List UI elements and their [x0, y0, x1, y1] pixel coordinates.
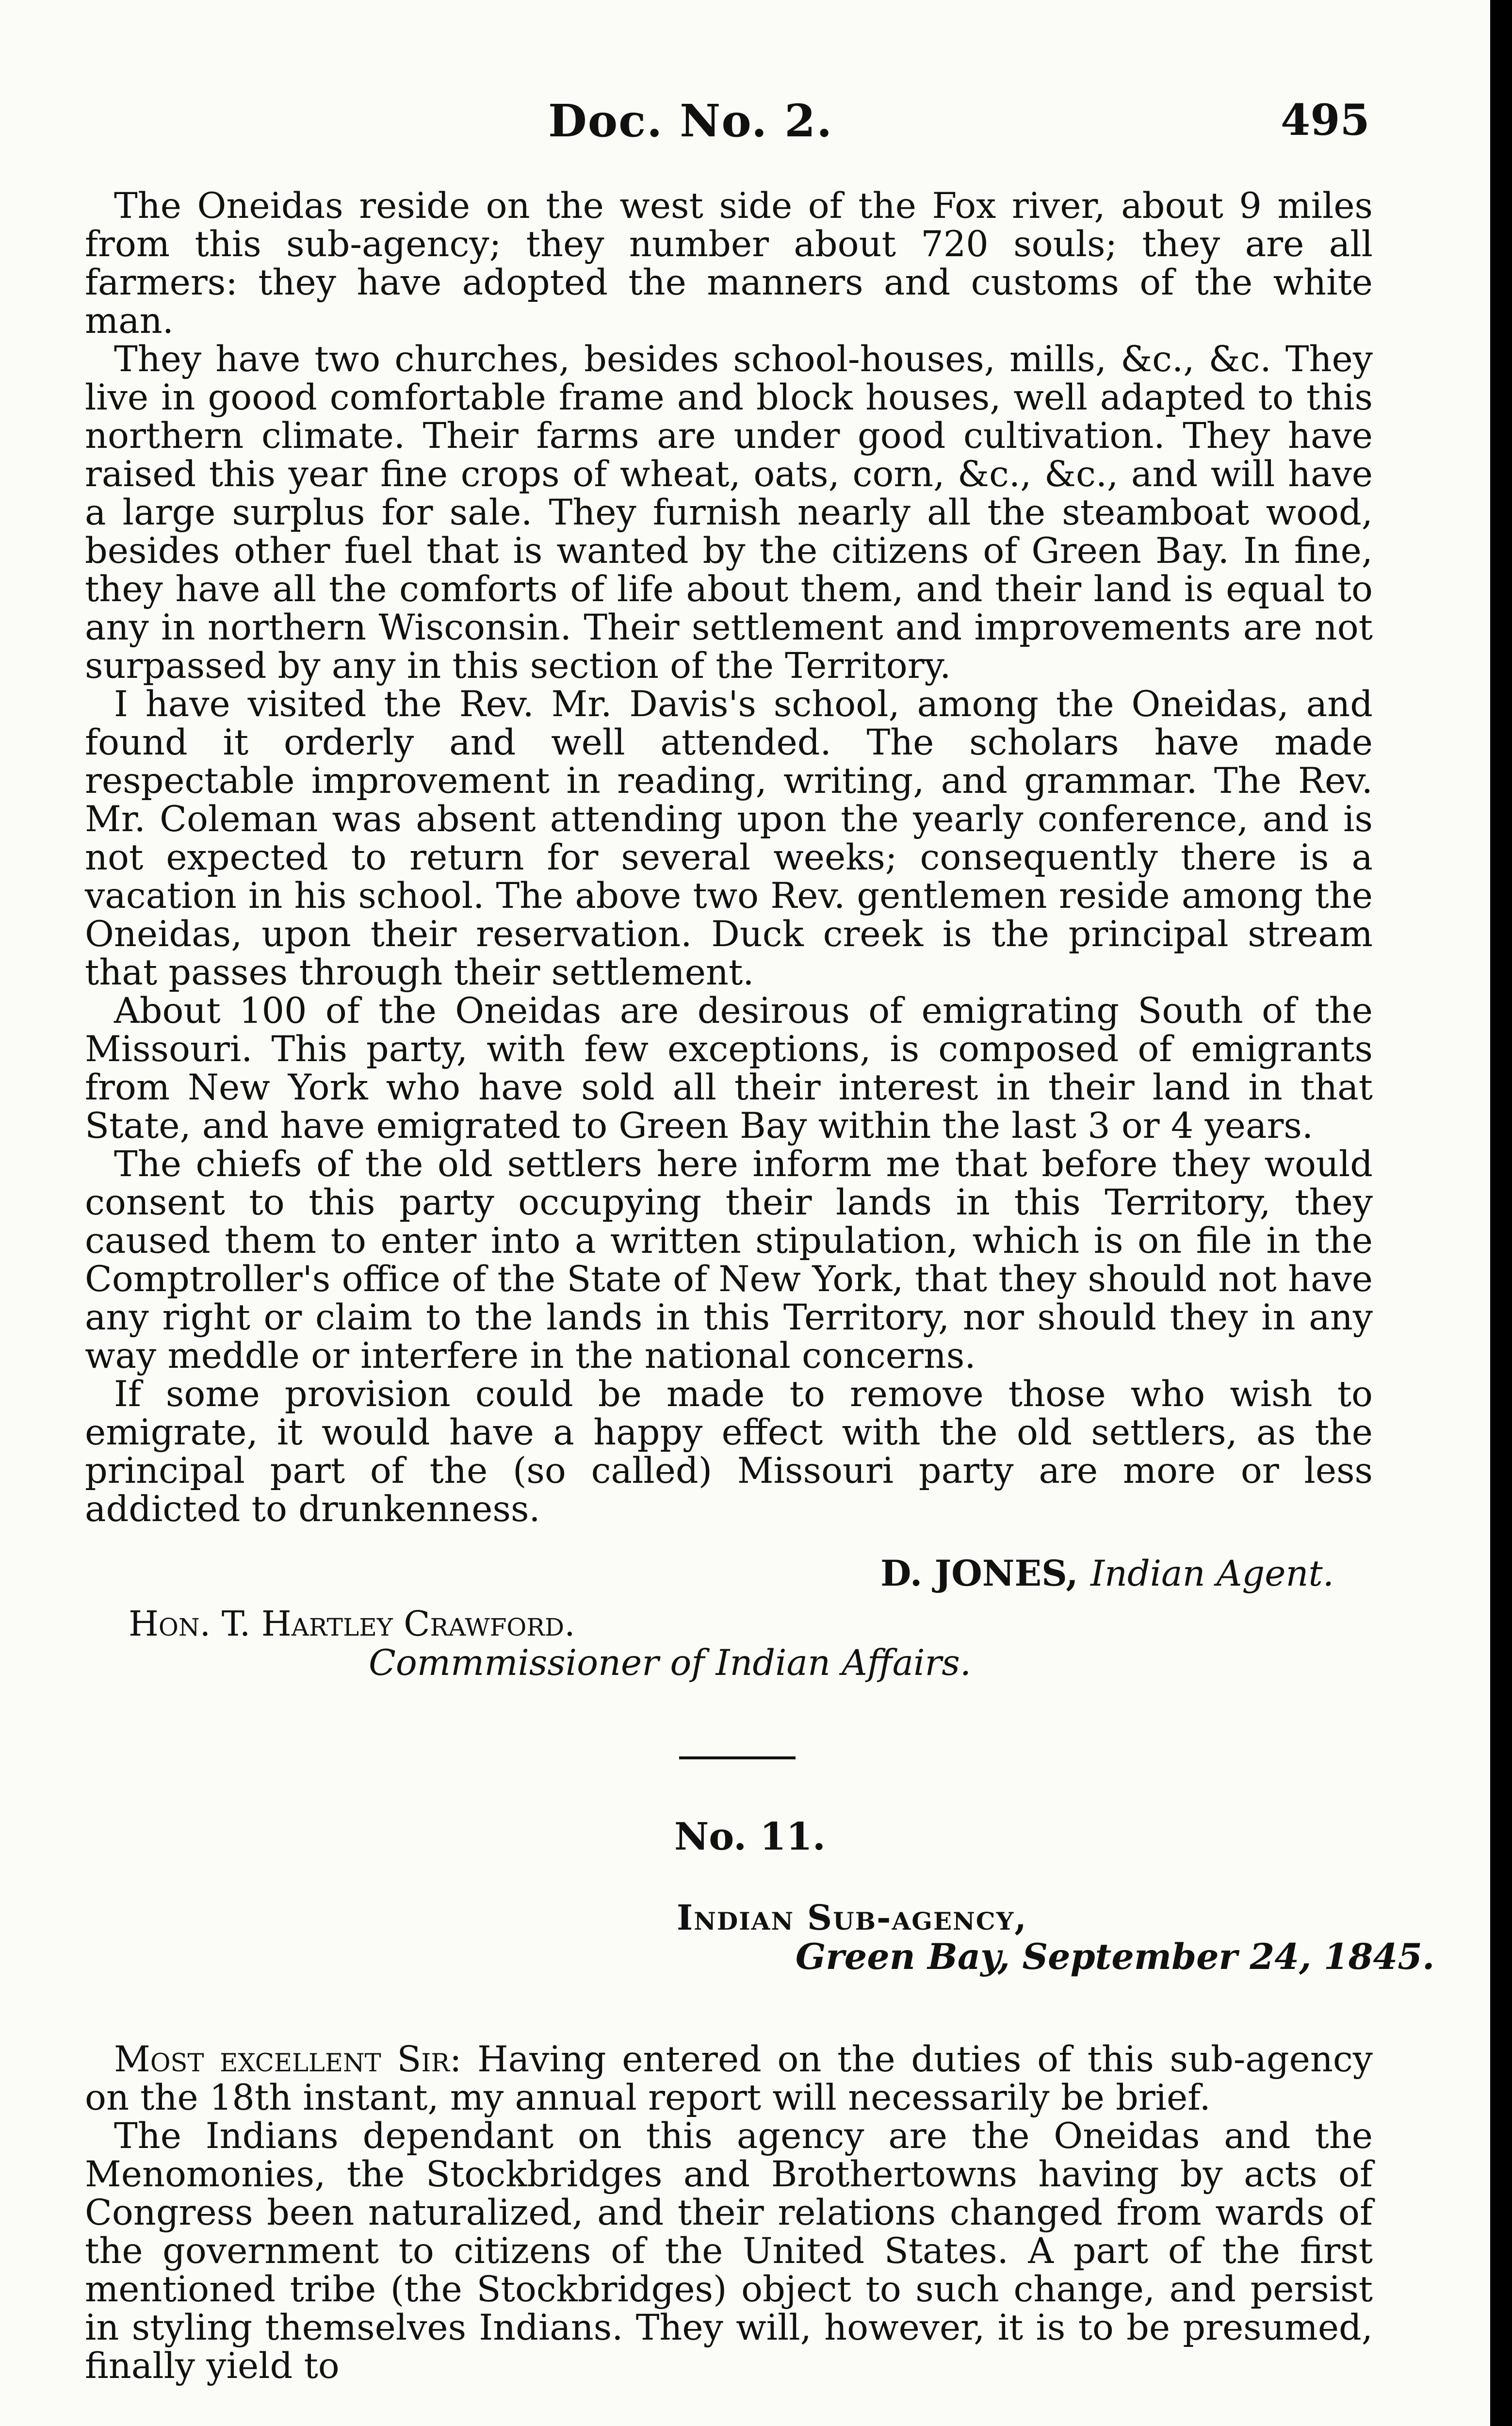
- report-body-2: [85, 2040, 1373, 2385]
- addressee-title: Commmissioner of Indian Affairs.: [369, 1642, 972, 1684]
- agency-heading: Indian Sub-agency,: [677, 1897, 1027, 1938]
- report-body: [85, 187, 1373, 1528]
- paragraph: About 100 of the Oneidas are desirous of emigrating South of the Missouri. This party, with few exceptions, is composed of emigrants from New York who have sold all their interest in their land in that State, and have emigrated to Green Bay within the last 3 or 4 years.: [85, 990, 1373, 1147]
- section-number: No. 11.: [674, 1815, 826, 1859]
- document-title: Doc. No. 2.: [548, 95, 833, 147]
- dateline-date: September 24, 1845.: [1022, 1936, 1435, 1978]
- paragraph: They have two churches, besides school-houses, mills, &c., &c. They live in goood comfortable frame and block houses, well adapted to this northern climate. Their farms are under good cultivation. They have raised this year fine crops of wheat, oats, corn, &c., &c., and will have a large surplus for sale. They furnish nearly all the steamboat wood, besides other fuel that is wanted by the citizens of Green Bay. In fine, they have all the comforts of life about them, and their land is equal to any in northern Wisconsin. Their settlement and improvements are not surpassed by any in this section of the Territory.: [85, 339, 1373, 687]
- paragraph: If some provision could be made to remove those who wish to emigrate, it would have a happy effect with the old settlers, as the principal part of the (so called) Missouri party are more or less addicted to drunkenness.: [85, 1374, 1373, 1530]
- paragraph: The chiefs of the old settlers here inform me that before they would consent to this party occupying their lands in this Territory, they caused them to enter into a written stipulation, which is on file in the Comptroller's office of the State of New York, that they should not have any right or claim to the lands in this Territory, nor should they in any way meddle or interfere in the national concerns.: [85, 1144, 1373, 1377]
- dateline: [796, 1936, 1434, 1978]
- salutation: Most excellent Sir:: [114, 2039, 462, 2080]
- dateline-place: Green Bay,: [796, 1936, 1010, 1978]
- paragraph: [85, 2040, 1373, 2117]
- section-divider: [679, 1756, 796, 1759]
- paragraph: The Oneidas reside on the west side of the Fox river, about 9 miles from this sub-agency; they number about 720 souls; they are all farmers: they have adopted the manners and customs of the white man.: [85, 185, 1373, 342]
- signature-name: D. JONES,: [880, 1553, 1078, 1594]
- signature-title: Indian Agent.: [1090, 1553, 1334, 1594]
- paragraph: I have visited the Rev. Mr. Davis's school, among the Oneidas, and found it orderly and well attended. The scholars have made respectable improvement in reading, writing, and grammar. The Rev. Mr. Coleman was absent attending upon the yearly conference, and is not expected to return for several weeks; consequently there is a vacation in his school. The above two Rev. gentlemen reside among the Oneidas, upon their reservation. Duck creek is the principal stream that passes through their settlement.: [85, 684, 1373, 993]
- signature: [800, 1553, 1334, 1594]
- addressee-name: Hon. T. Hartley Crawford.: [129, 1604, 575, 1644]
- paragraph: The Indians dependant on this agency are the Oneidas and the Menomonies, the Stockbridges and Brothertowns having by acts of Congress been naturalized, and their relations changed from wards of the government to citizens of the United States. A part of the first mentioned tribe (the Stockbridges) object to such change, and persist in styling themselves Indians. They will, however, it is to be presumed, finally yield to: [85, 2115, 1373, 2387]
- page-header: [0, 95, 1490, 158]
- paragraph-text: Having entered on the duties of this sub-agency on the 18th instant, my annual report will necessarily be brief.: [85, 2039, 1373, 2118]
- page-number: 495: [1281, 95, 1370, 145]
